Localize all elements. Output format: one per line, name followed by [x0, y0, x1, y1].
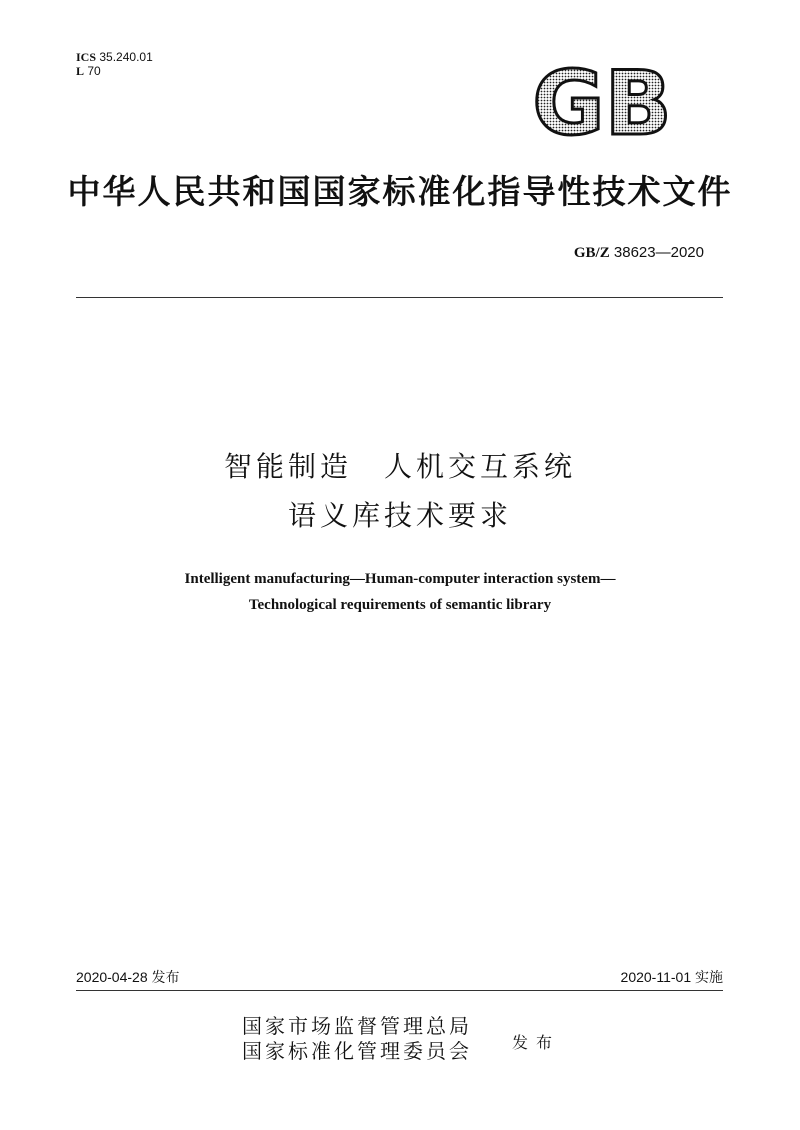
title-en-line2: Technological requirements of semantic library: [248, 597, 552, 613]
publish-label: 发布: [512, 1033, 561, 1052]
ics-label: ICS: [76, 50, 97, 64]
gb-logo: [522, 60, 682, 142]
issuer-samr: 国家市场监督管理总局: [242, 1014, 472, 1038]
issue-date: 2020-04-28 发布: [76, 969, 180, 985]
title-cn-line2: 语义库技术要求: [287, 499, 512, 532]
title-cn-line1: 智能制造 人机交互系统: [223, 450, 576, 483]
gb-logo-text: GB: [532, 60, 672, 142]
ccs-label: L: [76, 64, 85, 78]
ics-line: [76, 50, 153, 64]
standard-number: [574, 244, 704, 262]
classification-codes: [76, 50, 153, 78]
ccs-line: [76, 64, 153, 78]
bottom-divider: [76, 990, 723, 991]
standard-code: 38623—2020: [613, 244, 704, 261]
title-en-line1: Intelligent manufacturing—Human-computer interaction system—: [184, 571, 616, 587]
ccs-code: 70: [87, 64, 101, 78]
top-divider: [76, 297, 723, 298]
implement-date: 2020-11-01 实施: [620, 969, 723, 985]
ics-code: 35.240.01: [99, 50, 153, 64]
document-type: 中华人民共和国国家标准化指导性技术文件: [67, 172, 733, 211]
issuer-sac: 国家标准化管理委员会: [242, 1039, 472, 1063]
standard-prefix: GB/Z: [573, 245, 610, 261]
